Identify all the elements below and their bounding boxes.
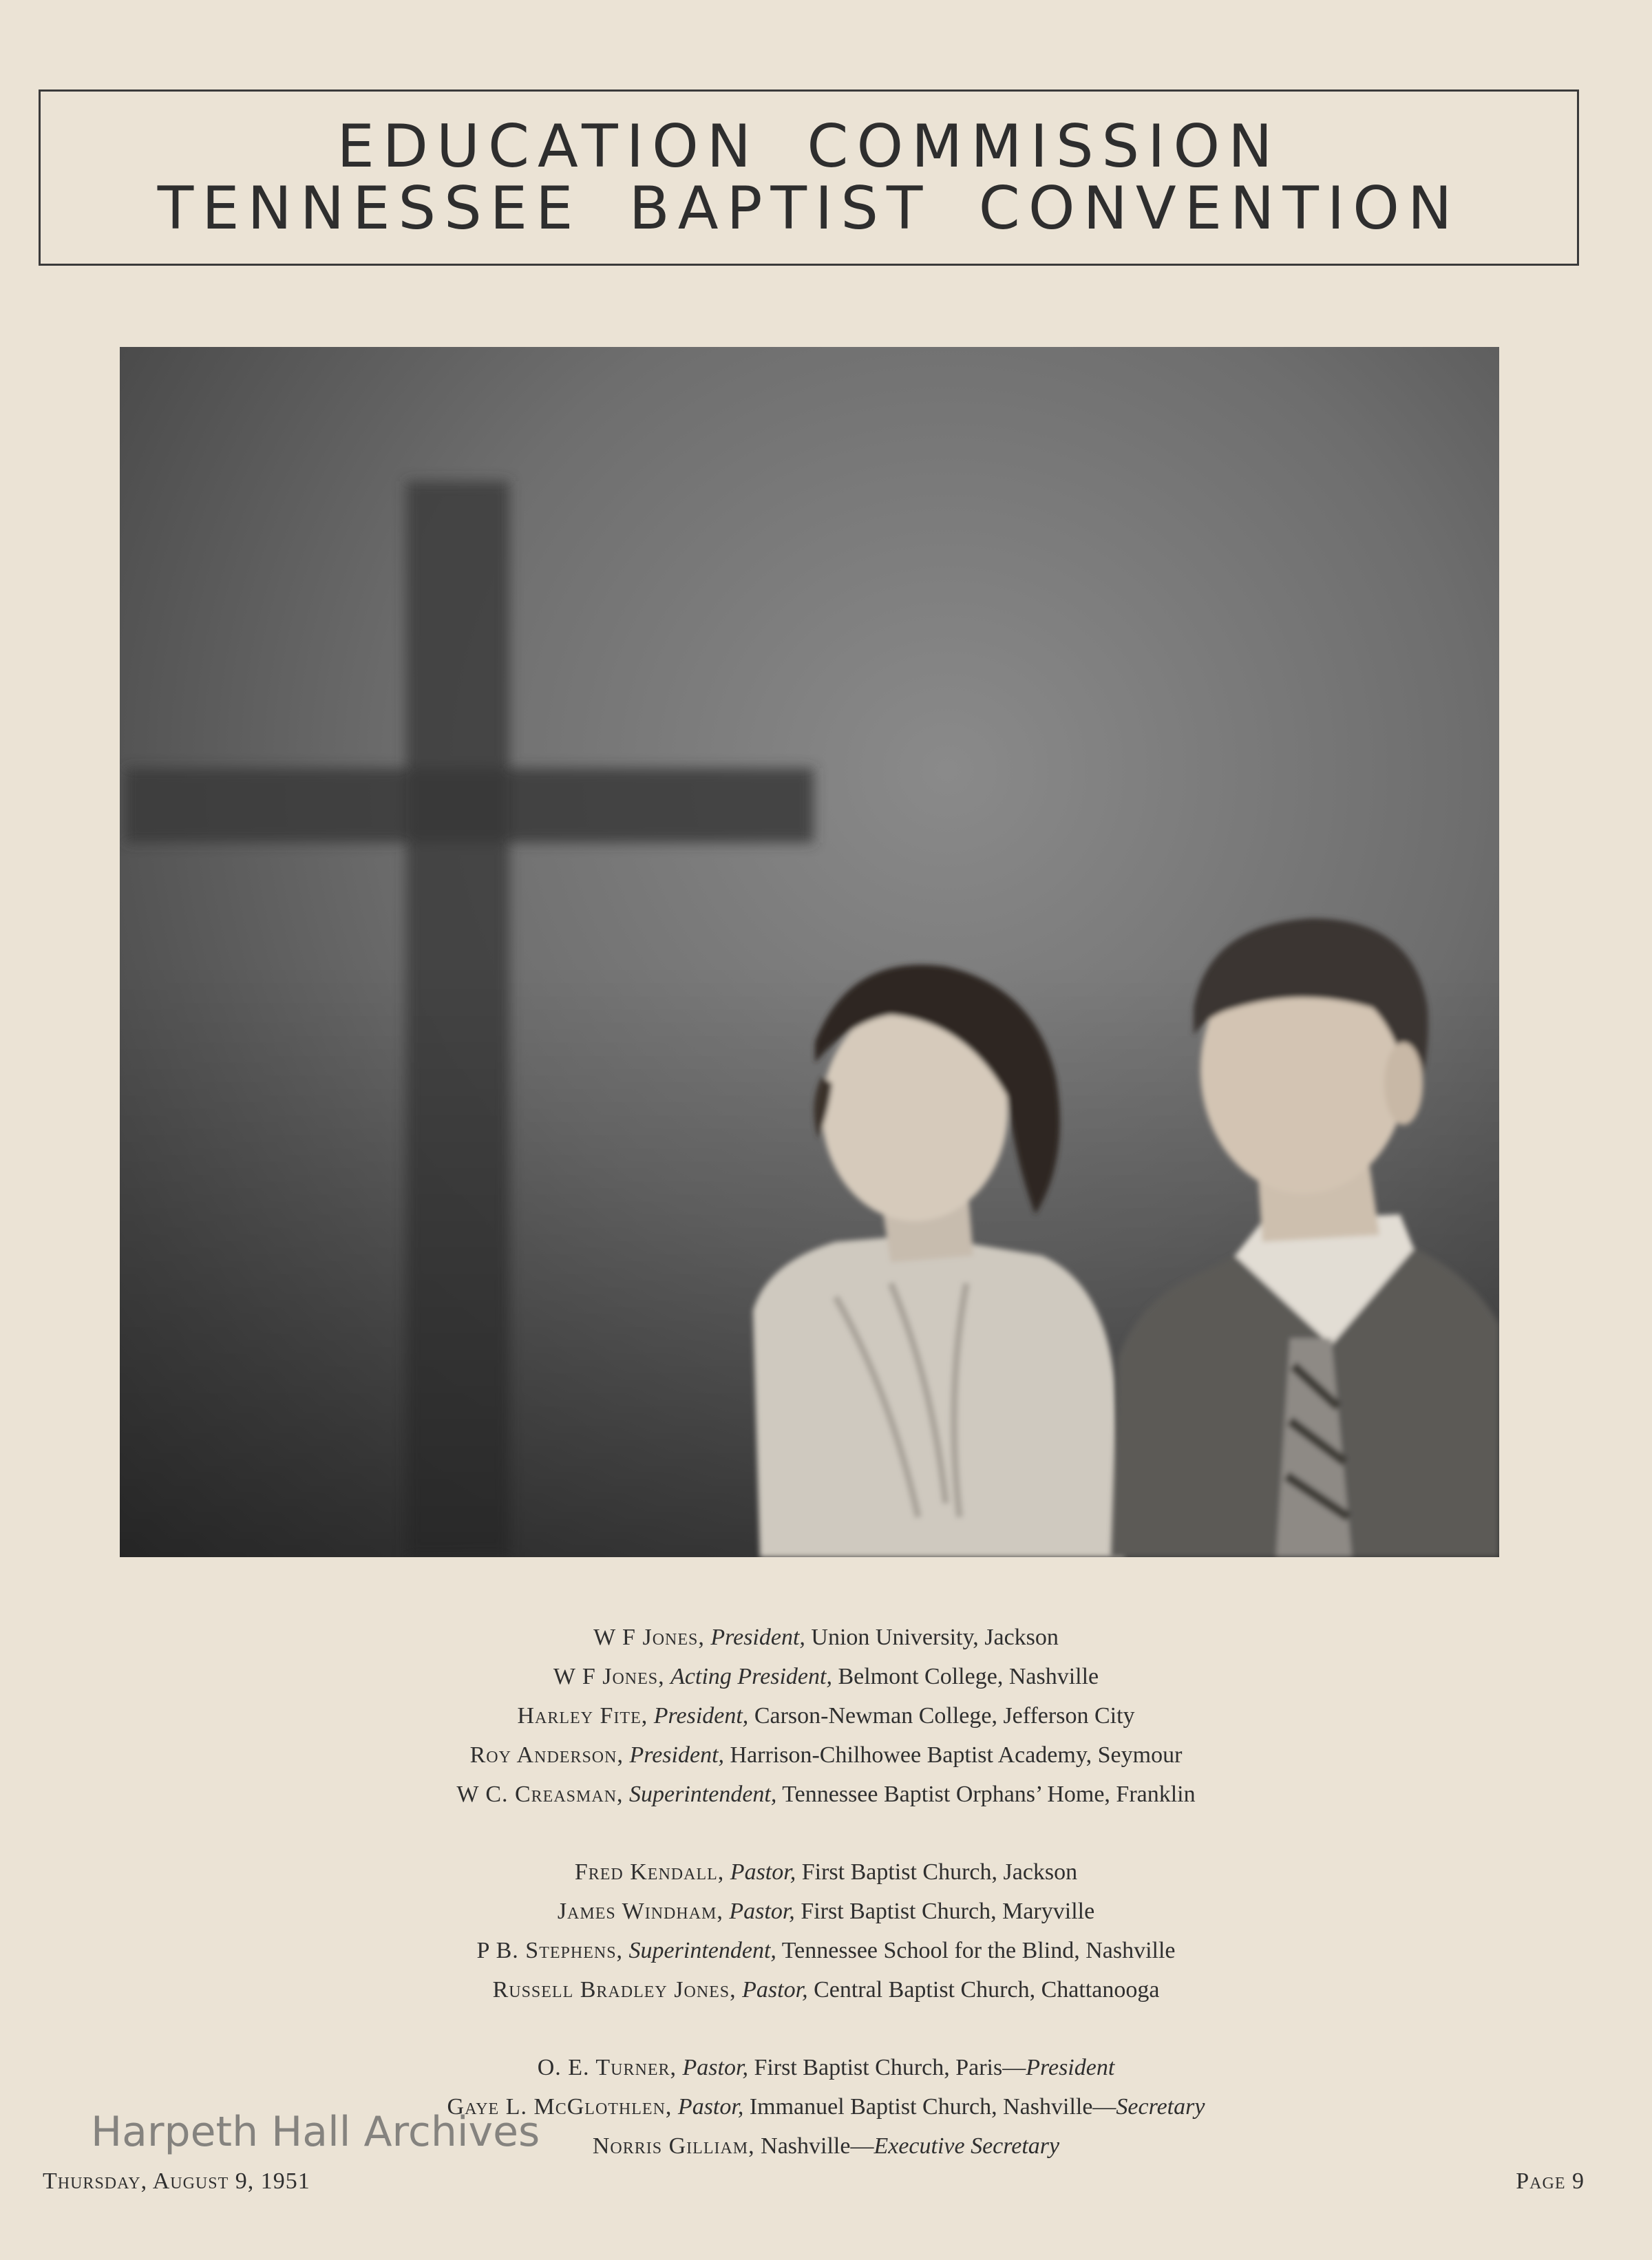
member-title: Superintendent, (628, 1938, 776, 1963)
member-place: Carson-Newman College, Jefferson City (754, 1703, 1135, 1729)
member-role: President (1026, 2055, 1115, 2080)
member-name: Gaye L. McGlothlen, (447, 2094, 673, 2120)
member-title: Acting President, (670, 1664, 832, 1689)
member-place: Tennessee School for the Blind, Nashville (781, 1938, 1176, 1963)
archive-watermark: Harpeth Hall Archives (91, 2108, 540, 2156)
member-place: First Baptist Church, Jackson (801, 1859, 1078, 1885)
member-name: W C. Creasman, (456, 1782, 624, 1807)
header-title-line-2: TENNESSEE BAPTIST CONVENTION (157, 174, 1461, 243)
member-role: Executive Secretary (873, 2133, 1060, 2159)
roster-entry (0, 1970, 1652, 2009)
member-place: Tennessee Baptist Orphans’ Home, Franklin (782, 1782, 1196, 1807)
member-place: Belmont College, Nashville (838, 1664, 1099, 1689)
member-title: Pastor, (730, 1859, 796, 1885)
footer-date: Thursday, August 9, 1951 (43, 2168, 310, 2194)
commission-roster (0, 1618, 1652, 2166)
roster-entry (0, 2048, 1652, 2087)
member-name: James Windham, (557, 1899, 723, 1924)
member-place: First Baptist Church, Maryville (801, 1899, 1095, 1924)
cover-photograph (120, 347, 1499, 1557)
member-place: Union University, Jackson (811, 1625, 1059, 1650)
roster-entry (0, 1931, 1652, 1970)
member-title: Pastor, (682, 2055, 748, 2080)
roster-group-gap (0, 2009, 1652, 2048)
roster-entry (0, 1775, 1652, 1814)
member-title: President, (629, 1742, 725, 1768)
roster-entry (0, 1618, 1652, 1657)
member-name: Norris Gilliam, (592, 2133, 755, 2159)
member-place: Immanuel Baptist Church, Nashville— (749, 2094, 1116, 2120)
member-title: Superintendent, (629, 1782, 777, 1807)
roster-group-gap (0, 1814, 1652, 1852)
roster-entry (0, 1696, 1652, 1735)
member-title: Pastor, (677, 2094, 744, 2120)
member-title: Pastor, (729, 1899, 795, 1924)
member-role: Secretary (1116, 2094, 1205, 2120)
member-name: Russell Bradley Jones, (492, 1977, 737, 2003)
member-title: Pastor, (742, 1977, 808, 2003)
member-title: President, (710, 1625, 805, 1650)
photograph-illustration (120, 347, 1499, 1557)
member-name: P B. Stephens, (476, 1938, 624, 1963)
footer-page-number: Page 9 (1516, 2168, 1585, 2194)
roster-entry (0, 1852, 1652, 1892)
member-name: Harley Fite, (517, 1703, 648, 1729)
member-name: Fred Kendall, (574, 1859, 725, 1885)
roster-entry (0, 1892, 1652, 1931)
member-name: W F Jones, (593, 1625, 705, 1650)
member-name: O. E. Turner, (537, 2055, 677, 2080)
member-place: Central Baptist Church, Chattanooga (814, 1977, 1160, 2003)
member-title: President, (653, 1703, 749, 1729)
header-title-line-1: EDUCATION COMMISSION (337, 112, 1281, 181)
member-place: Nashville— (761, 2133, 874, 2159)
member-name: W F Jones, (553, 1664, 665, 1689)
roster-entry (0, 1735, 1652, 1775)
member-place: First Baptist Church, Paris— (754, 2055, 1026, 2080)
roster-entry (0, 1657, 1652, 1696)
member-place: Harrison-Chilhowee Baptist Academy, Seymour (730, 1742, 1183, 1768)
header-box (39, 89, 1579, 266)
member-name: Roy Anderson, (469, 1742, 624, 1768)
